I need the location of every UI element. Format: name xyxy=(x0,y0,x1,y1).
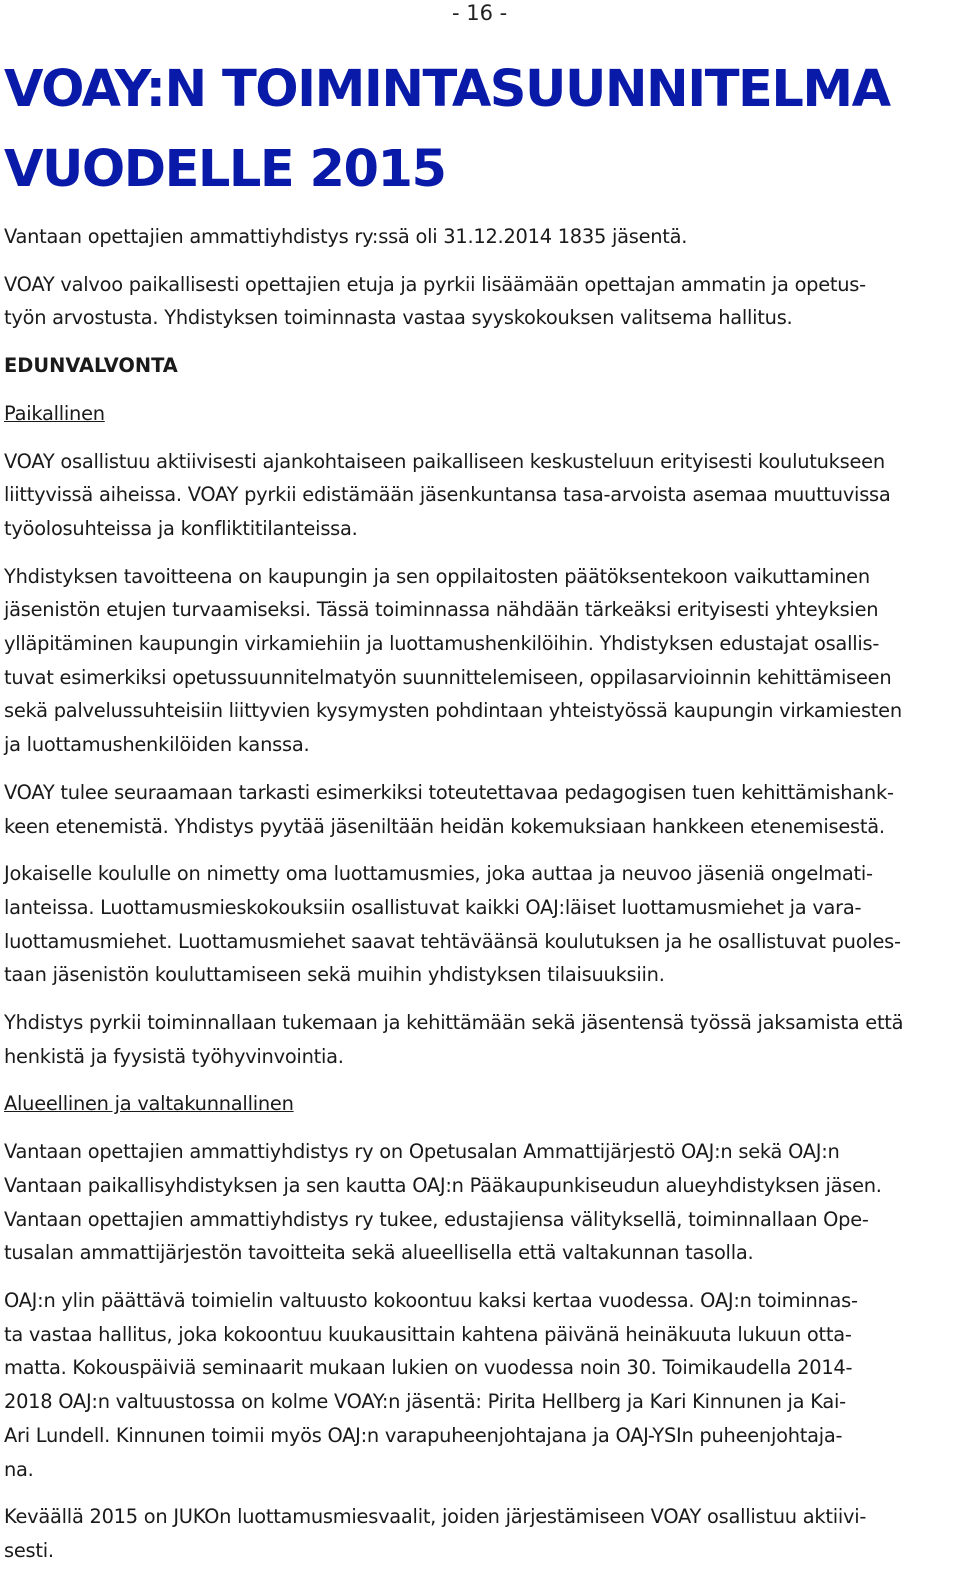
text-line: Keväällä 2015 on JUKOn luottamusmiesvaalit, joiden järjestämiseen VOAY osallistuu aktiivi- xyxy=(4,1505,867,1529)
text-line: na. xyxy=(4,1457,34,1481)
text-line: ja luottamushenkilöiden kanssa. xyxy=(4,733,310,757)
text-line: OAJ:n ylin päättävä toimielin valtuusto kokoontuu kaksi kertaa vuodessa. OAJ:n toiminnas- xyxy=(4,1288,858,1312)
page-number: - 16 - xyxy=(452,1,508,25)
title-line: VUODELLE 2015 xyxy=(4,140,446,199)
text-line: VOAY tulee seuraamaan tarkasti esimerkiksi toteutettavaa pedagogisen tuen kehittämishank- xyxy=(4,780,894,804)
regional-paragraph-2 xyxy=(4,1284,956,1486)
text-line: VOAY valvoo paikallisesti opettajien etuja ja pyrkii lisäämään opettajan ammatin ja opetus- xyxy=(4,272,866,296)
local-paragraph-1 xyxy=(4,445,956,546)
title-line: VOAY:N TOIMINTASUUNNITELMA xyxy=(4,60,890,119)
local-paragraph-2 xyxy=(4,560,956,762)
section-heading-edunvalvonta: EDUNVALVONTA xyxy=(4,354,178,378)
text-line: jäsenistön etujen turvaamiseksi. Tässä toiminnassa nähdään tärkeäksi erityisesti yhteyksien xyxy=(4,598,879,622)
document-body xyxy=(4,220,956,1582)
text-line: työn arvostusta. Yhdistyksen toiminnasta vastaa syyskokouksen valitsema hallitus. xyxy=(4,306,793,330)
text-line: ta vastaa hallitus, joka kokoontuu kuukausittain kahtena päivänä heinäkuuta lukuun otta- xyxy=(4,1322,852,1346)
text-line: henkistä ja fyysistä työhyvinvointia. xyxy=(4,1044,344,1068)
text-line: 2018 OAJ:n valtuustossa on kolme VOAY:n jäsentä: Pirita Hellberg ja Kari Kinnunen ja Kai- xyxy=(4,1390,846,1414)
text-line: taan jäsenistön kouluttamiseen sekä muihin yhdistyksen tilaisuuksiin. xyxy=(4,963,665,987)
text-line: Vantaan opettajien ammattiyhdistys ry on Opetusalan Ammattijärjestö OAJ:n sekä OAJ:n xyxy=(4,1140,840,1164)
text-line: matta. Kokouspäiviä seminaarit mukaan lukien on vuodessa noin 30. Toimikaudella 2014- xyxy=(4,1356,853,1380)
text-line: liittyvissä aiheissa. VOAY pyrkii edistämään jäsenkuntansa tasa-arvoista asemaa muuttuvissa xyxy=(4,483,891,507)
text-line: lanteissa. Luottamusmieskokouksiin osallistuvat kaikki OAJ:läiset luottamusmiehet ja vara- xyxy=(4,895,862,919)
subheading-paikallinen: Paikallinen xyxy=(4,401,105,425)
text-line: Vantaan opettajien ammattiyhdistys ry:ssä oli 31.12.2014 1835 jäsentä. xyxy=(4,225,688,248)
text-line: keen etenemistä. Yhdistys pyytää jäseniltään heidän kokemuksiaan hankkeen etenemisestä. xyxy=(4,814,885,838)
text-line: sekä palvelussuhteisiin liittyvien kysymysten pohdintaan yhteistyössä kaupungin virkamiesten xyxy=(4,699,902,723)
document-title xyxy=(4,50,890,210)
local-paragraph-5 xyxy=(4,1006,956,1073)
text-line: Yhdistyksen tavoitteena on kaupungin ja sen oppilaitosten päätöksentekoon vaikuttaminen xyxy=(4,564,870,588)
subheading-alueellinen: Alueellinen ja valtakunnallinen xyxy=(4,1092,294,1116)
text-line: Vantaan opettajien ammattiyhdistys ry tukee, edustajiensa välityksellä, toiminnallaan Ope- xyxy=(4,1207,869,1231)
text-line: tusalan ammattijärjestön tavoitteita sekä alueellisella että valtakunnan tasolla. xyxy=(4,1241,754,1265)
text-line: Yhdistys pyrkii toiminnallaan tukemaan ja kehittämään sekä jäsentensä työssä jaksamista että xyxy=(4,1011,904,1035)
text-line: Ari Lundell. Kinnunen toimii myös OAJ:n varapuheenjohtajana ja OAJ-YSIn puheenjohtaja- xyxy=(4,1423,843,1447)
text-line: sesti. xyxy=(4,1538,54,1562)
local-paragraph-3 xyxy=(4,776,956,843)
text-line: työolosuhteissa ja konfliktitilanteissa. xyxy=(4,516,358,540)
regional-paragraph-3 xyxy=(4,1500,956,1567)
regional-paragraph-1 xyxy=(4,1135,956,1270)
text-line: luottamusmiehet. Luottamusmiehet saavat tehtäväänsä koulutuksen ja he osallistuvat puoles- xyxy=(4,929,901,953)
intro-paragraph-2 xyxy=(4,268,956,335)
text-line: Jokaiselle koululle on nimetty oma luottamusmies, joka auttaa ja neuvoo jäseniä ongelmati- xyxy=(4,862,873,886)
text-line: Vantaan paikallisyhdistyksen ja sen kautta OAJ:n Pääkaupunkiseudun alueyhdistyksen jäsen. xyxy=(4,1173,882,1197)
text-line: ylläpitäminen kaupungin virkamiehiin ja luottamushenkilöihin. Yhdistyksen edustajat osallis- xyxy=(4,632,880,656)
text-line: tuvat esimerkiksi opetussuunnitelmatyön suunnittelemiseen, oppilasarvioinnin kehittämiseen xyxy=(4,665,892,689)
intro-paragraph-1 xyxy=(4,220,956,254)
local-paragraph-4 xyxy=(4,857,956,992)
text-line: VOAY osallistuu aktiivisesti ajankohtaiseen paikalliseen keskusteluun erityisesti koulutukseen xyxy=(4,449,885,473)
